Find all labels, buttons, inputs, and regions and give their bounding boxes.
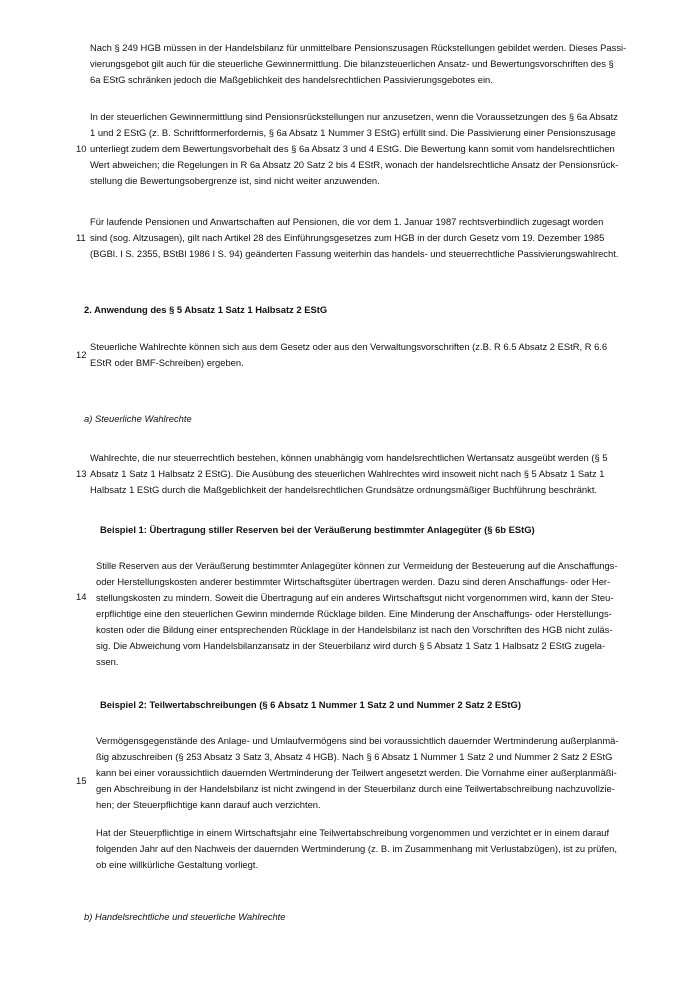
text-line: Wert abweichen; die Regelungen in R 6a Absatz 20 Satz 2 bis 4 EStR, wonach der handelsrechtliche Ansatz der Pensionsrück- <box>90 159 619 170</box>
text-line: sig. Die Abweichung vom Handelsbilanzansatz in der Steuerbilanz wird durch § 5 Absatz 1 Satz 1 Halbsatz 2 EStG zugela- <box>96 640 606 651</box>
text-line: Für laufende Pensionen und Anwartschaften auf Pensionen, die vor dem 1. Januar 1987 rechtsverbindlich zugesagt worden <box>90 216 604 227</box>
margin-number: 12 <box>76 349 87 360</box>
text-line: Steuerliche Wahlrechte können sich aus dem Gesetz oder aus den Verwaltungsvorschriften (z.B. R 6.5 Absatz 2 EStR, R 6.6 <box>90 341 608 352</box>
text-line: Halbsatz 1 EStG durch die Maßgeblichkeit der handelsrechtlichen Grundsätze ordnungsmäßiger Buchführung beschränkt. <box>90 484 598 495</box>
text-line: Vermögensgegenstände des Anlage- und Umlaufvermögens sind bei voraussichtlich dauernder Wertminderung außerplanmä- <box>96 735 619 746</box>
subsection-heading: b) Handelsrechtliche und steuerliche Wahlrechte <box>84 911 286 922</box>
subsection-heading: a) Steuerliche Wahlrechte <box>84 413 192 424</box>
margin-number: 15 <box>76 775 87 786</box>
text-line: 1 und 2 EStG (z. B. Schriftformerfordernis, § 6a Absatz 1 Nummer 3 EStG) erfüllt sind. Die Passivierung einer Pensionszusage <box>90 127 616 138</box>
text-line: ob eine willkürliche Gestaltung vorliegt. <box>96 859 259 870</box>
text-line: folgenden Jahr auf den Nachweis der dauernden Wertminderung (z. B. im Zusammenhang mit Verlustabzügen), ist zu prüfen, <box>96 843 617 854</box>
text-line: ssen. <box>96 656 119 667</box>
example-heading: Beispiel 1: Übertragung stiller Reserven bei der Veräußerung bestimmter Anlagegüter (§ 6b EStG) <box>100 524 535 535</box>
margin-number: 13 <box>76 468 87 479</box>
margin-number: 10 <box>76 143 87 154</box>
text-line: kosten oder die Bildung einer entsprechenden Rücklage in der Handelsbilanz ist nach den Vorschriften des HGB nicht zuläs- <box>96 624 613 635</box>
margin-number: 11 <box>76 232 86 243</box>
text-line: Hat der Steuerpflichtige in einem Wirtschaftsjahr eine Teilwertabschreibung vorgenommen und verzichtet er in einem darauf <box>96 827 610 838</box>
text-line: In der steuerlichen Gewinnermittlung sind Pensionsrückstellungen nur anzusetzen, wenn die Voraussetzungen des § 6a Absatz <box>90 111 618 122</box>
text-line: ßig abzuschreiben (§ 253 Absatz 3 Satz 3, Absatz 4 HGB). Nach § 6 Absatz 1 Nummer 1 Satz 2 und Nummer 2 Satz 2 EStG <box>96 751 613 762</box>
margin-number: 14 <box>76 591 87 602</box>
text-line: Absatz 1 Satz 1 Halbsatz 2 EStG). Die Ausübung des steuerlichen Wahlrechtes wird insoweit nicht nach § 5 Absatz 1 Satz 1 <box>90 468 605 479</box>
text-line: sind (sog. Altzusagen), gilt nach Artikel 28 des Einführungsgesetzes zum HGB in der durch Gesetz vom 19. Dezember 1985 <box>90 232 605 243</box>
text-line: unterliegt zudem dem Bewertungsvorbehalt des § 6a Absatz 3 und 4 EStG. Die Bewertung kann somit vom handelsrechtlichen <box>90 143 615 154</box>
text-line: EStR oder BMF-Schreiben) ergeben. <box>90 357 244 368</box>
text-line: hen; der Steuerpflichtige kann darauf auch verzichten. <box>96 799 321 810</box>
text-line: stellungskosten zu mindern. Soweit die Übertragung auf ein anderes Wirtschaftsgut nicht vorgenommen wird, kann der Steu- <box>96 592 614 603</box>
text-line: kann bei einer voraussichtlich dauernden Wertminderung der Teilwert angesetzt werden. Die Vornahme einer außerplanmäßi- <box>96 767 617 778</box>
text-line: Stille Reserven aus der Veräußerung bestimmter Anlagegüter können zur Vermeidung der Besteuerung auf die Anschaffungs- <box>96 560 618 571</box>
example-heading: Beispiel 2: Teilwertabschreibungen (§ 6 Absatz 1 Nummer 1 Satz 2 und Nummer 2 Satz 2 EStG) <box>100 699 521 710</box>
text-line: vierungsgebot gilt auch für die steuerliche Gewinnermittlung. Die bilanzsteuerlichen Ansatz- und Bewertungsvorschriften des § <box>90 58 614 69</box>
text-line: gen Abschreibung in der Handelsbilanz ist nicht zwingend in der Steuerbilanz durch eine Teilwertabschreibung nachzuvollzie- <box>96 783 615 794</box>
text-line: Wahlrechte, die nur steuerrechtlich bestehen, können unabhängig vom handelsrechtlichen Wertansatz ausgeübt werden (§ 5 <box>90 452 608 463</box>
section-heading: 2. Anwendung des § 5 Absatz 1 Satz 1 Halbsatz 2 EStG <box>84 304 328 315</box>
text-line: (BGBl. I S. 2355, BStBl 1986 I S. 94) geänderten Fassung weiterhin das handels- und steuerrechtliche Passivierungswahlrecht. <box>90 248 619 259</box>
text-line: Nach § 249 HGB müssen in der Handelsbilanz für unmittelbare Pensionszusagen Rückstellungen gebildet werden. Dieses Passi- <box>90 42 627 53</box>
text-line: oder Herstellungskosten anderer bestimmter Wirtschaftsgüter übertragen werden. Dazu sind deren Anschaffungs- oder Her- <box>96 576 611 587</box>
text-line: stellung die Bewertungsobergrenze ist, sind nicht weiter anzuwenden. <box>90 175 380 186</box>
text-line: erpflichtige eine den steuerlichen Gewinn mindernde Rücklage bilden. Eine Minderung der Anschaffungs- oder Herstellungs- <box>96 608 612 619</box>
text-line: 6a EStG schränken jedoch die Maßgeblichkeit des handelsrechtlichen Passivierungsgebotes ein. <box>90 74 493 85</box>
